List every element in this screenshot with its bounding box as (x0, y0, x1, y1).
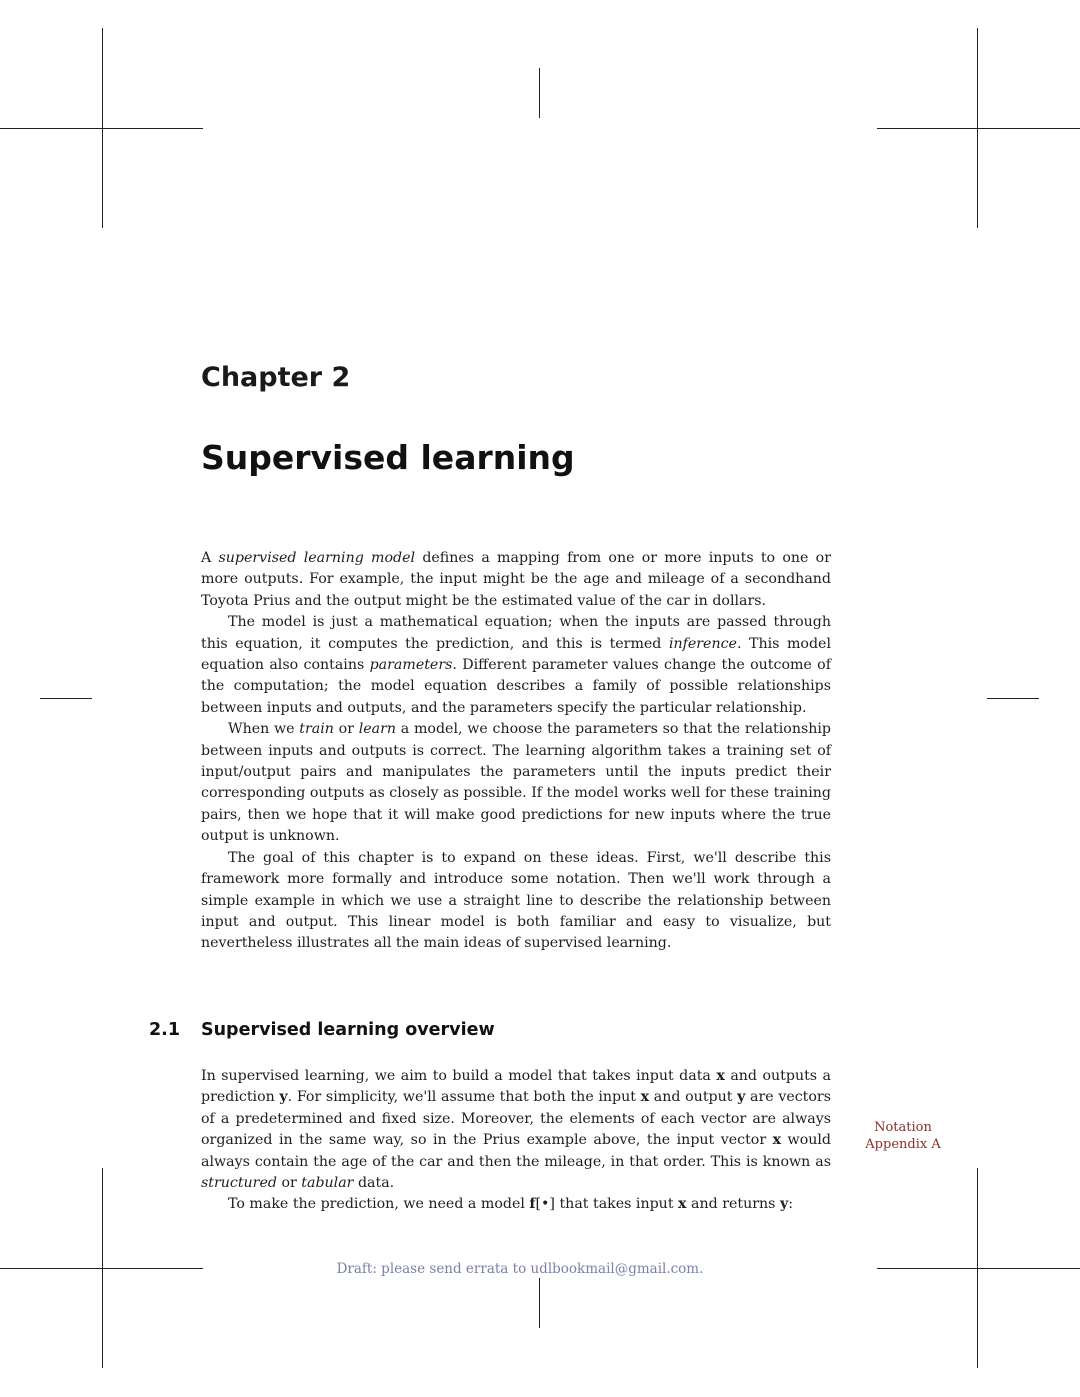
margin-note-line[interactable]: Notation (874, 1120, 932, 1135)
section-number: 2.1 (149, 1020, 181, 1040)
crop-mark (987, 698, 1039, 699)
chapter-title: Supervised learning (201, 438, 575, 477)
chapter-intro (201, 548, 831, 955)
section-paragraph: In supervised learning, we aim to build a model that takes input data x and outputs a prediction y. For simplicity, we'll assume that both the input x and output y are vectors of a predetermined and fixed size. Moreover, the elements of each vector are always organized in the same way, so in the Prius example above, the input vector x would always contain the age of the car and then the mileage, in that order. This is known as structured or tabular data. (201, 1068, 832, 1192)
section-title: Supervised learning overview (201, 1020, 495, 1040)
intro-paragraph: The goal of this chapter is to expand on these ideas. First, we'll describe this framework more formally and introduce some notation. Then we'll work through a simple example in which we use a straight line to describe the relationship between input and output. This linear model is both familiar and easy to visualize, but nevertheless illustrates all the main ideas of supervised learning. (201, 849, 831, 952)
intro-paragraph: When we train or learn a model, we choose the parameters so that the relationship between inputs and outputs is correct. The learning algorithm takes a training set of input/output pairs and manipulates the parameters until the inputs predict their corresponding outputs as closely as possible. If the model works well for these training pairs, then we hope that it will make good predictions for new inputs where the true output is unknown. (201, 721, 832, 845)
section-heading (149, 1020, 495, 1040)
crop-mark (877, 128, 1080, 129)
crop-mark (40, 698, 92, 699)
draft-footer: Draft: please send errata to udlbookmail@gmail.com. (336, 1261, 704, 1277)
chapter-label: Chapter 2 (201, 362, 351, 393)
crop-mark (539, 68, 540, 118)
margin-note-notation[interactable] (851, 1120, 955, 1153)
intro-paragraph: The model is just a mathematical equation; when the inputs are passed through this equation, it computes the prediction, and this is termed inference. This model equation also contains parameters. Different parameter values change the outcome of the computation; the model equation describes a family of possible relationships between inputs and outputs, and the parameters specify the particular relationship. (201, 614, 831, 716)
section-body (201, 1066, 831, 1216)
crop-mark (539, 1278, 540, 1328)
margin-note-line[interactable]: Appendix A (865, 1136, 941, 1152)
section-paragraph: To make the prediction, we need a model f[•] that takes input x and returns y: (228, 1196, 793, 1213)
crop-mark (0, 128, 203, 129)
intro-paragraph: A supervised learning model defines a mapping from one or more inputs to one or more outputs. For example, the input might be the age and mileage of a secondhand Toyota Prius and the output might be the estimated value of the car in dollars. (201, 550, 831, 609)
